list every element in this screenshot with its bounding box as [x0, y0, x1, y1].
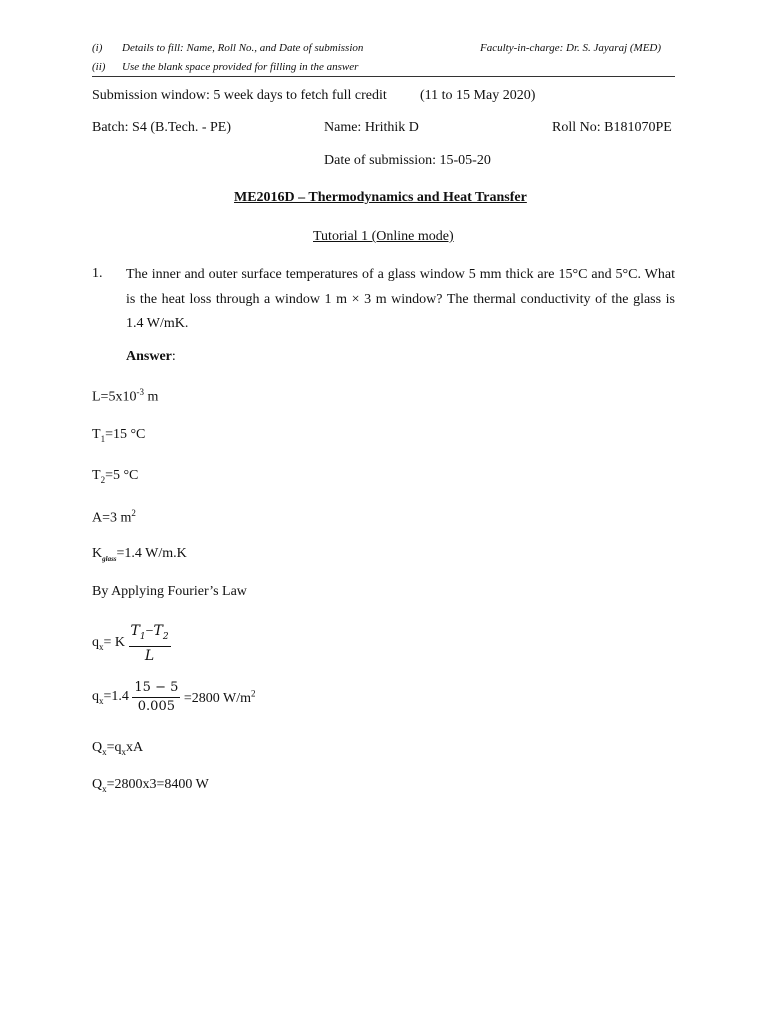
eq3-rest-a: =q	[106, 740, 122, 755]
equation-2	[92, 679, 256, 716]
eq1-denominator: L	[144, 647, 155, 664]
question-text: The inner and outer surface temperatures of a glass window 5 mm thick are 15°C and 5°C. What is the heat loss through a window 1 m × 3 m window? The thermal conductivity of the glass is 1.4 W/mK.	[126, 267, 675, 331]
eq2-numerator: 15 − 5	[132, 679, 180, 698]
t1-value: =15 °C	[105, 427, 146, 442]
eq2-result	[183, 688, 256, 706]
answer-length	[92, 387, 158, 406]
answer-t2	[92, 468, 138, 485]
t1-base: T	[92, 427, 101, 442]
answer-label: Answer	[126, 349, 172, 364]
eq1-num-a: T	[130, 623, 140, 639]
faculty-in-charge: Faculty-in-charge: Dr. S. Jayaraj (MED)	[480, 42, 662, 54]
answer-heading	[126, 349, 176, 365]
eq1-base: q	[92, 635, 99, 650]
eq2-fraction	[132, 679, 180, 716]
eq2-lhs	[92, 689, 129, 704]
tutorial-title: Tutorial 1 (Online mode)	[313, 229, 454, 244]
eq4-rest: =2800x3=8400 W	[106, 777, 209, 792]
eq3-base: Q	[92, 740, 103, 755]
k-sub: glass	[102, 554, 117, 563]
eq1-lhs	[92, 635, 125, 650]
note-2: Use the blank space provided for filling in the answer	[122, 61, 359, 73]
answer-t1	[92, 427, 145, 444]
roll-number: Roll No: B181070PE	[552, 120, 672, 135]
answer-area	[92, 508, 136, 527]
eq4-base: Q	[92, 777, 103, 792]
eq2-base: q	[92, 689, 99, 705]
eq1-fraction	[129, 622, 171, 665]
t2-value: =5 °C	[105, 468, 139, 483]
submission-window: Submission window: 5 week days to fetch full credit	[92, 88, 387, 103]
equation-3	[92, 740, 143, 757]
t2-base: T	[92, 468, 101, 483]
area-exponent: 2	[131, 508, 136, 518]
answer-label-suffix: :	[171, 349, 176, 364]
course-title: ME2016D – Thermodynamics and Heat Transfer	[234, 190, 527, 205]
answer-conductivity	[92, 546, 187, 563]
submission-dates: (11 to 15 May 2020)	[420, 88, 536, 103]
note-1: Details to fill: Name, Roll No., and Date of submission	[122, 42, 364, 54]
k-base: K	[92, 546, 103, 561]
eq1-num-a-sub: 1	[139, 631, 146, 642]
note-2-marker: (ii)	[92, 61, 106, 73]
eq1-num-b: T	[153, 623, 163, 639]
question-number: 1.	[92, 266, 103, 281]
header-rule	[92, 76, 675, 77]
eq3-rest-b: xA	[126, 740, 144, 755]
fouriers-law: By Applying Fourier’s Law	[92, 584, 247, 599]
area-prefix: A=3 m	[92, 510, 132, 526]
k-value: =1.4 W/m.K	[116, 546, 187, 561]
length-prefix: L=5x10	[92, 389, 137, 405]
eq3-rest-sub: x	[121, 746, 127, 757]
student-name: Name: Hrithik D	[324, 120, 419, 135]
eq1-num-op: −	[145, 624, 154, 639]
eq2-denominator: 0.005	[137, 699, 175, 714]
t2-sub: 2	[100, 474, 106, 485]
eq2-result-text: =2800 W/m	[183, 690, 252, 706]
eq4-sub: x	[102, 783, 107, 794]
eq2-eq: =1.4	[103, 689, 129, 705]
eq2-sub: x	[99, 695, 104, 706]
eq1-eq: = K	[103, 635, 126, 650]
date-of-submission: Date of submission: 15-05-20	[324, 153, 491, 168]
equation-1	[92, 622, 171, 665]
equation-4	[92, 777, 209, 794]
length-exponent: -3	[136, 387, 144, 397]
eq1-sub: x	[99, 641, 104, 652]
eq3-sub: x	[102, 746, 107, 757]
eq1-numerator	[129, 622, 171, 647]
batch: Batch: S4 (B.Tech. - PE)	[92, 120, 231, 135]
eq1-num-b-sub: 2	[162, 631, 169, 642]
length-suffix: m	[143, 389, 159, 405]
eq2-result-exp: 2	[251, 688, 256, 699]
t1-sub: 1	[100, 433, 106, 444]
note-1-marker: (i)	[92, 42, 103, 54]
